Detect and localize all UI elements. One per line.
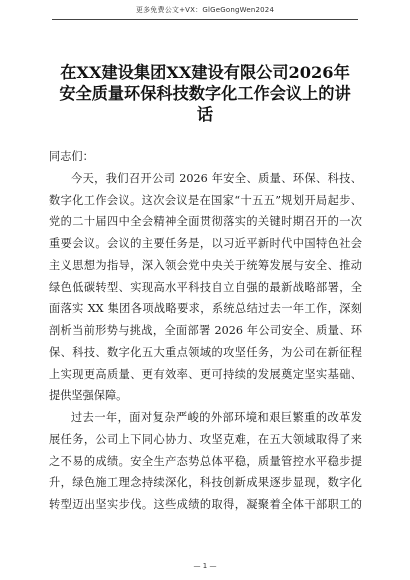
title-line-3: 话 — [196, 105, 214, 124]
header-divider — [52, 19, 358, 20]
greeting: 同志们： — [49, 150, 94, 163]
body-line: 数字化工作会议。这次会议是在国家“十五五”规划开局起步、 — [49, 193, 362, 207]
body-line: 今天，我们召开公司 2026 年安全、质量、环保、科技、 — [71, 171, 362, 185]
title-line-2: 安全质量环保科技数字化工作会议上的讲 — [59, 84, 351, 103]
body-line: 过去一年，面对复杂严峻的外部环境和艰巨繁重的改革发 — [71, 411, 362, 424]
body-line: 党的二十届四中全会精神全面贯彻落实的关键时期召开的一次 — [49, 215, 362, 229]
body-line: 保、科技、数字化五大重点领域的攻坚任务，为公司在新征程 — [49, 345, 362, 359]
body-line: 之不易的成绩。安全生产态势总体平稳，质量管控水平稳步提 — [49, 454, 362, 468]
page-number: — 1 — — [193, 562, 217, 570]
body-line: 转型迈出坚实步伐。这些成绩的取得，凝聚着全体干部职工的 — [49, 498, 362, 511]
header-note: 更多免费公文+VX：GlGeGongWen2024 — [135, 6, 275, 14]
body-line: 面落实 XX 集团各项战略要求，系统总结过去一年工作，深刻 — [49, 302, 362, 316]
body-line: 主义思想为指导，深入领会党中央关于统筹发展与安全、推动 — [49, 258, 362, 272]
body-line: 重要会议。会议的主要任务是，以习近平新时代中国特色社会 — [49, 237, 362, 250]
body-line: 提供坚强保障。 — [49, 389, 128, 403]
body-line: 上实现更高质量、更有效率、更可持续的发展奠定坚实基础、 — [49, 367, 362, 381]
title-line-1: 在XX建设集团XX建设有限公司2026年 — [60, 63, 350, 82]
body-line: 剖析当前形势与挑战，全面部署 2026 年公司安全、质量、环 — [49, 324, 362, 337]
body-line: 绿色低碳转型、实现高水平科技自立自强的最新战略部署，全 — [49, 280, 362, 294]
document-title — [50, 62, 360, 125]
body-line: 升，绿色施工理念持续深化，科技创新成果逐步显现，数字化 — [49, 476, 362, 490]
document-body — [49, 146, 362, 516]
body-line: 展任务，公司上下同心协力、攻坚克难，在五大领域取得了来 — [49, 432, 362, 446]
